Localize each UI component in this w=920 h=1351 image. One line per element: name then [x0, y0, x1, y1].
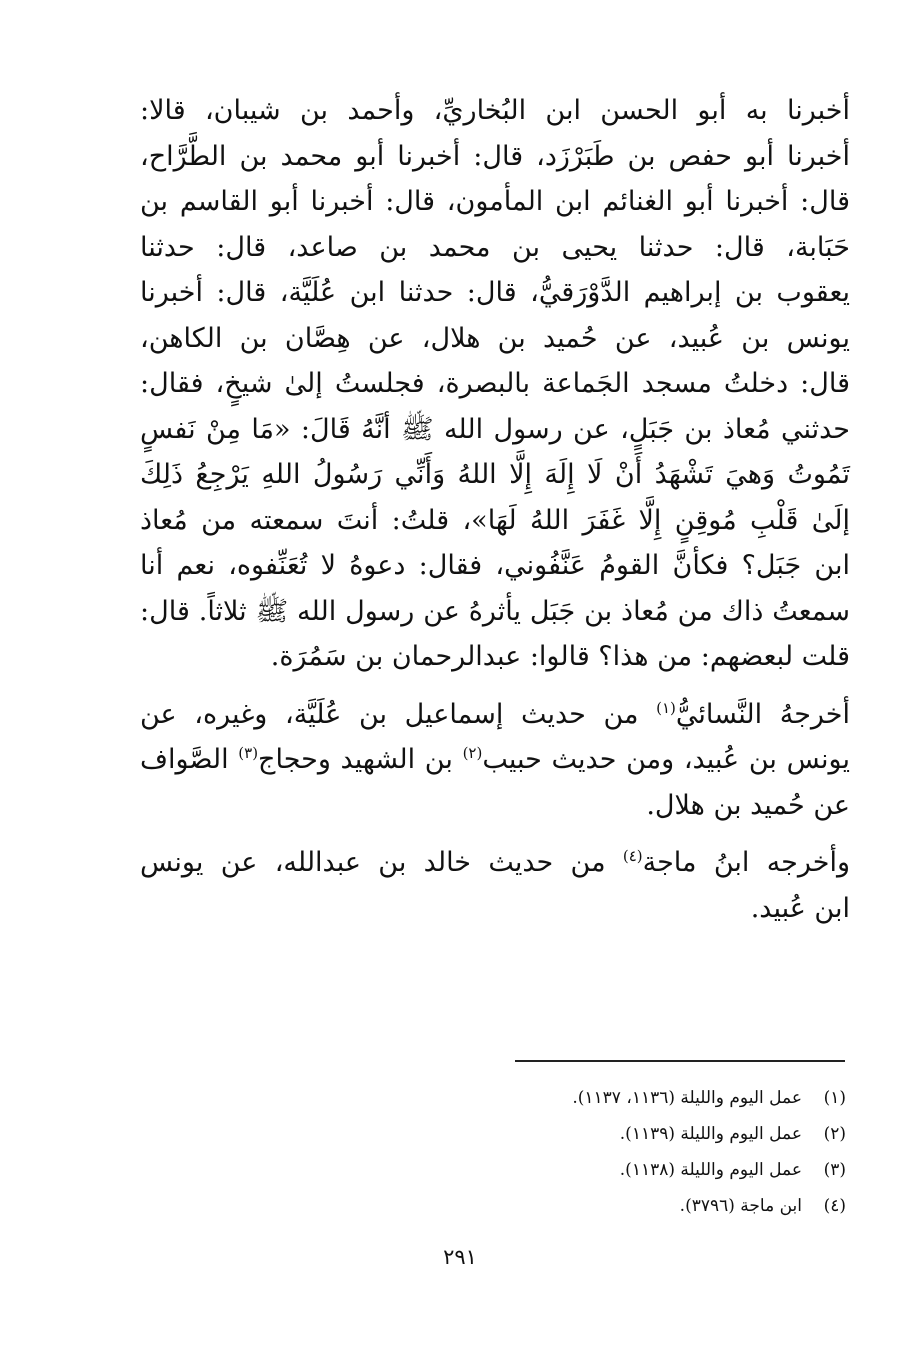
text-segment: أخرجهُ النَّسائيُّ	[675, 698, 850, 730]
hadith-paragraph	[140, 88, 850, 680]
footnote-marker[interactable]: (١)	[656, 698, 676, 717]
footnote-item	[426, 1188, 846, 1224]
text-line: قلت لبعضهم: من هذا؟ قالوا: عبدالرحمان بن سَمُرَة.	[270, 641, 850, 672]
text-line: أخبرنا به أبو الحسن ابن البُخاريِّ، وأحمد بن شيبان، قالا:	[140, 95, 850, 126]
footnote-number: (٢)	[823, 1124, 846, 1144]
footnote-text: عمل اليوم والليلة (١١٣٨).	[619, 1160, 802, 1180]
footnote-text: عمل اليوم والليلة (١١٣٦، ١١٣٧).	[572, 1088, 802, 1108]
takhrij-paragraph	[140, 840, 850, 931]
footnotes	[426, 1080, 846, 1224]
page-number: ٢٩١	[443, 1245, 477, 1269]
text-line: حدثني مُعاذ بن جَبَلٍ، عن رسول الله ﷺ أنَّهُ قَالَ: «مَا مِنْ نَفسٍ	[140, 413, 850, 445]
text-segment: عن حُميد بن هلال.	[646, 789, 850, 821]
text-segment: وأخرجه ابنُ ماجة	[642, 847, 850, 878]
text-segment: من حديث خالد بن عبدالله، عن يونس	[140, 847, 623, 878]
text-line: تَمُوتُ وَهيَ تَشْهَدُ أَنْ لَا إِلَهَ إِلَّا اللهُ وَأَنِّي رَسُولُ اللهِ يَرْجِعُ ذَلِكَ	[140, 459, 850, 490]
text-line	[140, 840, 850, 886]
footnote-number: (٤)	[823, 1196, 846, 1216]
text-segment: الصَّواف	[140, 744, 239, 775]
footnote-number: (٣)	[823, 1160, 846, 1180]
footnote-item	[426, 1152, 846, 1188]
text-line: حَبَابة، قال: حدثنا يحيى بن محمد بن صاعد، قال: حدثنا	[140, 231, 850, 263]
page-body	[140, 88, 850, 931]
takhrij-paragraph	[140, 692, 850, 829]
text-line: قال: دخلتُ مسجد الجَماعة بالبصرة، فجلستُ إلىٰ شيخٍ، فقال:	[140, 368, 850, 399]
text-line: يونس بن عُبيد، عن حُميد بن هلال، عن هِصَّان بن الكاهن،	[140, 322, 850, 354]
text-line: يعقوب بن إبراهيم الدَّوْرَقيُّ، قال: حدثنا ابن عُلَيَّة، قال: أخبرنا	[140, 277, 850, 308]
footnote-item	[426, 1116, 846, 1152]
footnote-divider	[515, 1060, 845, 1062]
footnote-text: عمل اليوم والليلة (١١٣٩).	[619, 1124, 802, 1144]
footnote-marker[interactable]: (٢)	[462, 744, 483, 762]
footnote-marker[interactable]: (٣)	[238, 744, 259, 762]
footnote-marker[interactable]: (٤)	[622, 847, 643, 865]
footnote-text: ابن ماجة (٣٧٩٦).	[679, 1196, 802, 1216]
text-line	[140, 737, 850, 783]
text-line	[140, 886, 850, 932]
text-segment: بن الشهيد وحجاج	[258, 744, 463, 775]
text-line: سمعتُ ذاك من مُعاذ بن جَبَل يأثرهُ عن رسول الله ﷺ ثلاثاً. قال:	[140, 595, 850, 627]
text-segment: ابن عُبيد.	[750, 892, 850, 924]
footnote-number: (١)	[823, 1088, 846, 1108]
footnote-item	[426, 1080, 846, 1116]
text-line: أخبرنا أبو حفص بن طَبَرْزَد، قال: أخبرنا أبو محمد بن الطَّرَّاح،	[140, 140, 850, 172]
text-line	[140, 783, 850, 829]
text-line: قال: أخبرنا أبو الغنائم ابن المأمون، قال: أخبرنا أبو القاسم بن	[140, 186, 850, 217]
text-segment: يونس بن عُبيد، ومن حديث حبيب	[482, 744, 850, 775]
text-segment: من حديث إسماعيل بن عُلَيَّة، وغيره، عن	[140, 698, 657, 730]
text-line	[140, 692, 850, 738]
text-line: ابن جَبَل؟ فكأنَّ القومُ عَنَّفُوني، فقال: دعوهُ لا تُعَنِّفوه، نعم أنا	[140, 550, 850, 581]
text-line: إلَىٰ قَلْبِ مُوقِنٍ إِلَّا غَفَرَ اللهُ لَهَا»، قلتُ: أنتَ سمعته من مُعاذ	[140, 504, 850, 536]
